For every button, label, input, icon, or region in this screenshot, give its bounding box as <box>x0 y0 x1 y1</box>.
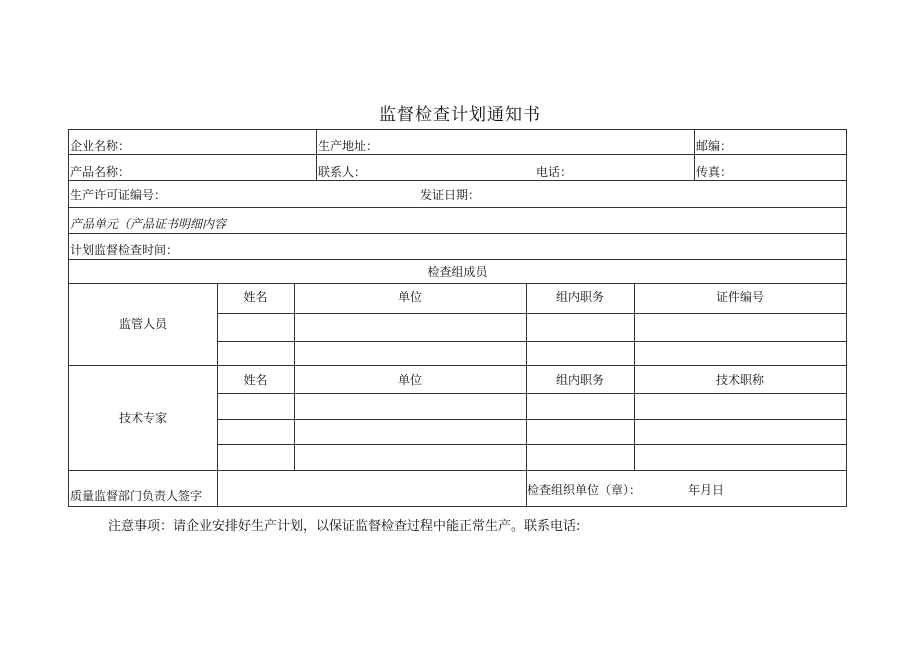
col-divider <box>526 283 527 507</box>
phone-label: 电话： <box>536 165 573 179</box>
license-number-label: 生产许可证编号： <box>70 188 167 202</box>
contact-person-label: 联系人： <box>318 165 367 179</box>
team-header: 检查组成员 <box>427 265 488 279</box>
row-divider <box>217 419 846 420</box>
row-divider <box>69 470 846 471</box>
experts-label: 技术专家 <box>118 411 167 425</box>
row-divider <box>69 154 846 155</box>
issue-date-label: 发证日期： <box>420 188 481 202</box>
supervisors-header-unit: 单位 <box>397 290 422 304</box>
supervisors-header-name: 姓名 <box>243 290 268 304</box>
experts-header-name: 姓名 <box>243 373 268 387</box>
row-divider <box>69 180 846 181</box>
row-divider <box>217 444 846 445</box>
row-divider <box>69 207 846 208</box>
experts-header-title: 技术职称 <box>715 373 764 387</box>
supervisors-label: 监管人员 <box>118 317 167 331</box>
planned-time-label: 计划监督检查时间： <box>70 243 179 257</box>
experts-header-role: 组内职务 <box>555 373 604 387</box>
product-name-label: 产品名称： <box>70 165 131 179</box>
supervisors-header-role: 组内职务 <box>555 290 604 304</box>
col-divider <box>217 283 218 507</box>
product-unit-label: 产品单元（产品证书明细内容 <box>70 217 227 231</box>
row-divider <box>217 313 846 314</box>
company-name-label: 企业名称： <box>70 139 131 153</box>
row-divider <box>69 233 846 234</box>
org-unit-label: 检查组织单位（章）： <box>527 483 642 497</box>
row-divider <box>217 341 846 342</box>
col-divider <box>694 130 695 180</box>
document-title: 监督检查计划通知书 <box>379 105 541 125</box>
col-divider <box>316 130 317 180</box>
notice-text: 注意事项：请企业安排好生产计划，以保证监督检查过程中能正常生产。联系电话: <box>108 519 581 534</box>
row-divider <box>69 283 846 284</box>
fax-label: 传真： <box>696 165 733 179</box>
row-divider <box>217 393 846 394</box>
date-label: 年月日 <box>688 483 725 497</box>
postcode-label: 邮编： <box>696 139 733 153</box>
row-divider <box>69 365 846 366</box>
production-address-label: 生产地址： <box>318 139 379 153</box>
row-divider <box>69 259 846 260</box>
signature-label: 质量监督部门负责人签字 <box>70 489 203 503</box>
experts-header-unit: 单位 <box>397 373 422 387</box>
supervisors-header-cert: 证件编号 <box>715 290 764 304</box>
inspection-form <box>68 129 847 507</box>
